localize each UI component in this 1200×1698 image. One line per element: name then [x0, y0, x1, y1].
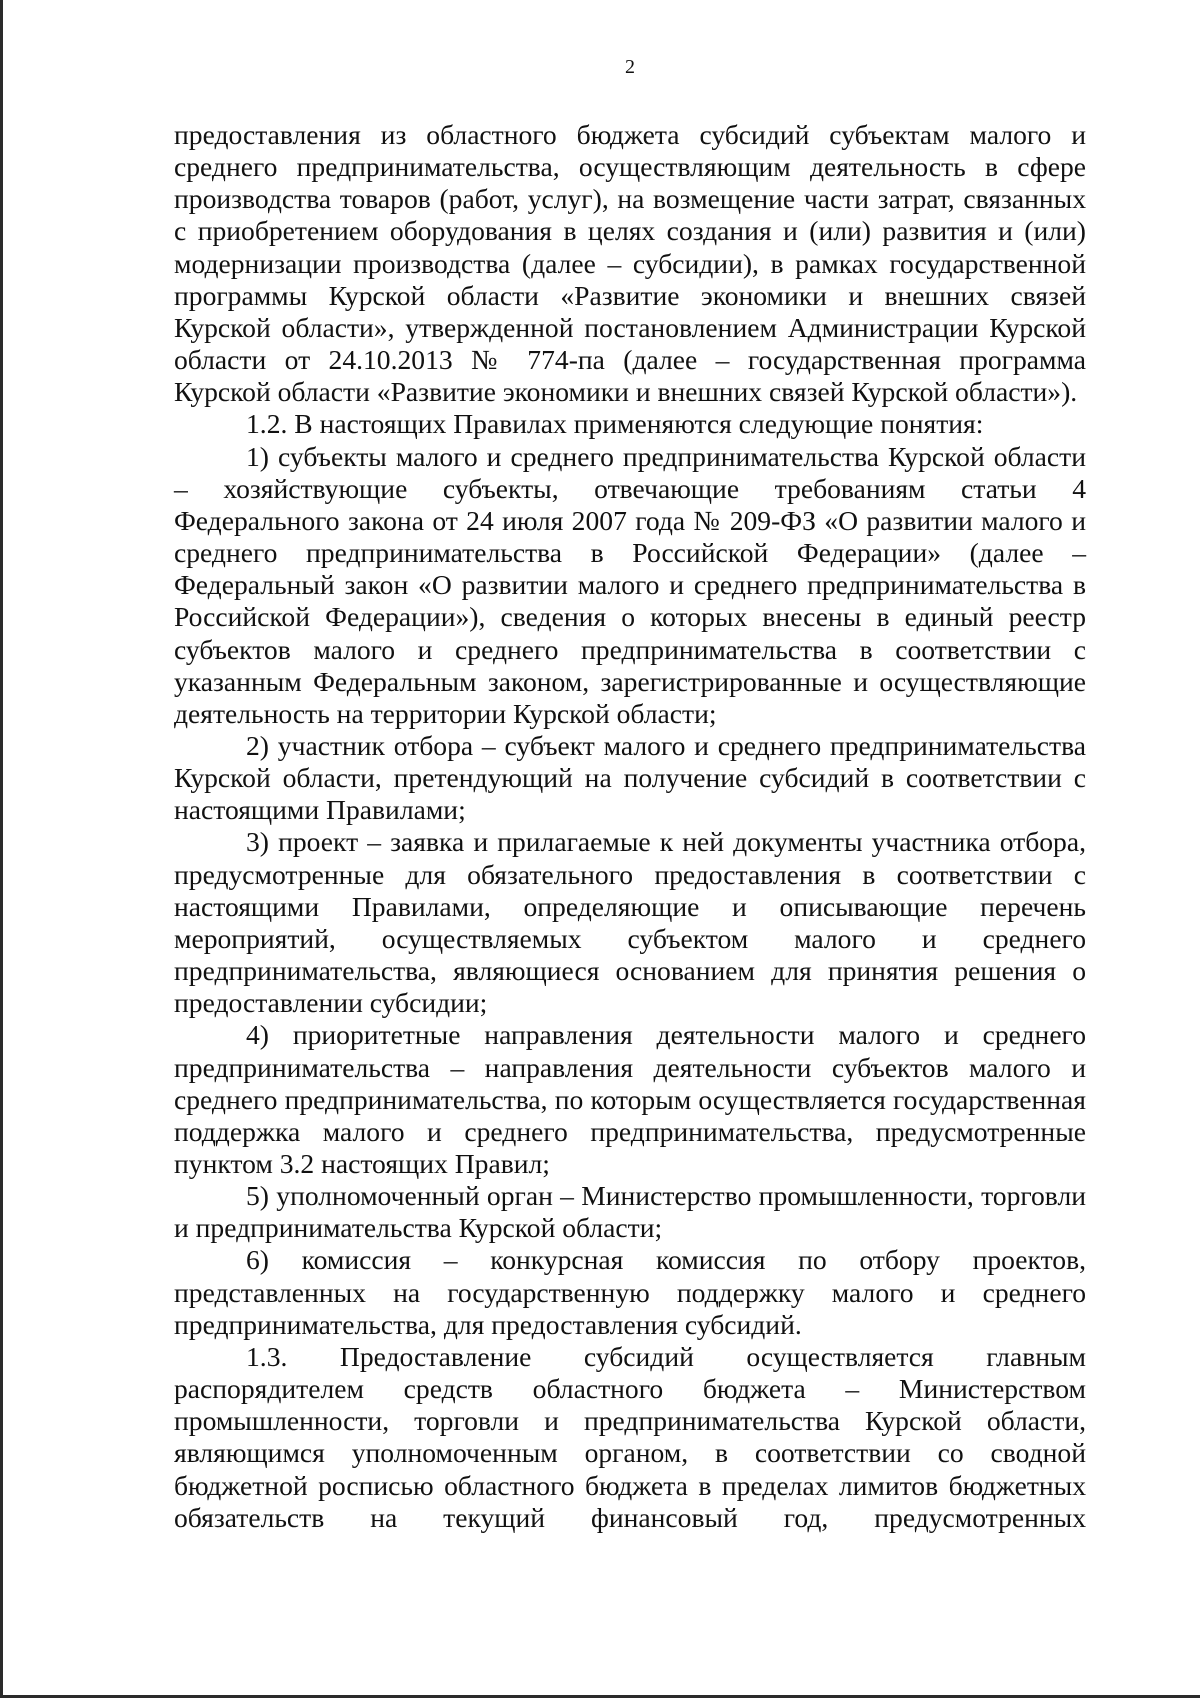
page-number: 2: [625, 56, 635, 78]
paragraph-item-3: 3) проект – заявка и прилагаемые к ней документы участника отбора, предусмотренные для обязательного предоставления в соответствии с настоящими Правилами, определяющие и описывающие перечень мероприятий, осуществляемых субъектом малого и среднего предпринимательства, являющиеся основанием для принятия решения о предоставлении субсидии;: [174, 826, 1086, 1019]
document-body: [174, 119, 1086, 1534]
paragraph-item-5: 5) уполномоченный орган – Министерство промышленности, торговли и предпринимательства Курской области;: [174, 1180, 1086, 1244]
paragraph-item-4: 4) приоритетные направления деятельности малого и среднего предпринимательства – направления деятельности субъектов малого и среднего предпринимательства, по которым осуществляется государственная поддержка малого и среднего предпринимательства, предусмотренные пунктом 3.2 настоящих Правил;: [174, 1019, 1086, 1179]
paragraph-1-3: 1.3. Предоставление субсидий осуществляется главным распорядителем средств областного бюджета – Министерством промышленности, торговли и предпринимательства Курской области, являющимся уполномоченным органом, в соответствии со сводной бюджетной росписью областного бюджета в пределах лимитов бюджетных обязательств на текущий финансовый год, предусмотренных: [174, 1340, 1086, 1533]
paragraph-item-1: 1) субъекты малого и среднего предпринимательства Курской области – хозяйствующие субъекты, отвечающие требованиям статьи 4 Федерального закона от 24 июля 2007 года № 209-ФЗ «О развитии малого и среднего предпринимательства в Российской Федерации» (далее – Федеральный закон «О развитии малого и среднего предпринимательства в Российской Федерации»), сведения о которых внесены в единый реестр субъектов малого и среднего предпринимательства в соответствии с указанным Федеральным законом, зарегистрированные и осуществляющие деятельность на территории Курской области;: [174, 440, 1086, 729]
paragraph-item-2: 2) участник отбора – субъект малого и среднего предпринимательства Курской области, претендующий на получение субсидий в соответствии с настоящими Правилами;: [174, 729, 1086, 826]
paragraph-item-6: 6) комиссия – конкурсная комиссия по отбору проектов, представленных на государственную поддержку малого и среднего предпринимательства, для предоставления субсидий.: [174, 1244, 1086, 1340]
paragraph-continuation: предоставления из областного бюджета субсидий субъектам малого и среднего предпринимательства, осуществляющим деятельность в сфере производства товаров (работ, услуг), на возмещение части затрат, связанных с приобретением оборудования в целях создания и (или) развития и (или) модернизации производства (далее – субсидии), в рамках государственной программы Курской области «Развитие экономики и внешних связей Курской области», утвержденной постановлением Администрации Курской области от 24.10.2013 № 774-па (далее – государственная программа Курской области «Развитие экономики и внешних связей Курской области»).: [174, 119, 1086, 408]
scan-border-left: [0, 0, 3, 1698]
paragraph-1-2: 1.2. В настоящих Правилах применяются следующие понятия:: [246, 408, 984, 440]
